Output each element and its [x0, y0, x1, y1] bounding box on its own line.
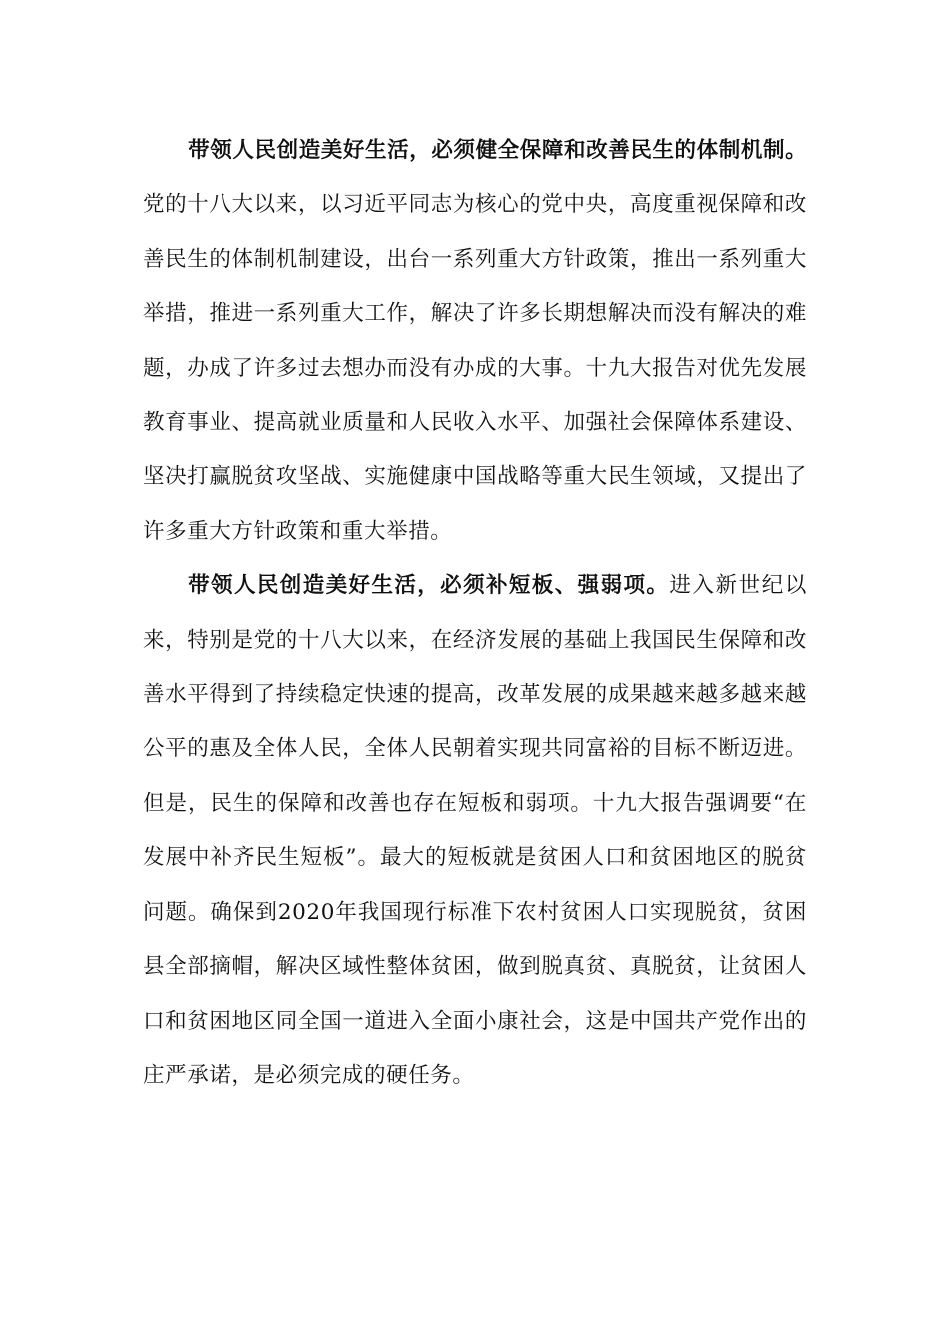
- paragraph-1-heading: 带领人民创造美好生活，必须健全保障和改善民生的体制机制。: [188, 138, 807, 163]
- paragraph-1-text: 党的十八大以来，以习近平同志为核心的党中央，高度重视保障和改善民生的体制机制建设，出台一系列重大方针政策，推出一系列重大举措，推进一系列重大工作，解决了许多长期想解决而没有解决的难题，办成了许多过去想办而没有办成的大事。十九大报告对优先发展教育事业、提高就业质量和人民收入水平、加强社会保障体系建设、坚决打赢脱贫攻坚战、实施健康中国战略等重大民生领域，又提出了许多重大方针政策和重大举措。: [143, 192, 807, 544]
- paragraph-2-heading: 带领人民创造美好生活，必须补短板、强弱项。: [188, 573, 670, 599]
- paragraph-1: [143, 124, 807, 559]
- paragraph-2: [143, 559, 807, 1103]
- paragraph-2-text: 进入新世纪以来，特别是党的十八大以来，在经济发展的基础上我国民生保障和改善水平得到了持续稳定快速的提高，改革发展的成果越来越多越来越公平的惠及全体人民，全体人民朝着实现共同富裕的目标不断迈进。但是，民生的保障和改善也存在短板和弱项。十九大报告强调要“在发展中补齐民生短板”。最大的短板就是贫困人口和贫困地区的脱贫问题。确保到2020年我国现行标准下农村贫困人口实现脱贫，贫困县全部摘帽，解决区域性整体贫困，做到脱真贫、真脱贫，让贫困人口和贫困地区同全国一道进入全面小康社会，这是中国共产党作出的庄严承诺，是必须完成的硬任务。: [143, 573, 807, 1088]
- document-body: [143, 124, 807, 1103]
